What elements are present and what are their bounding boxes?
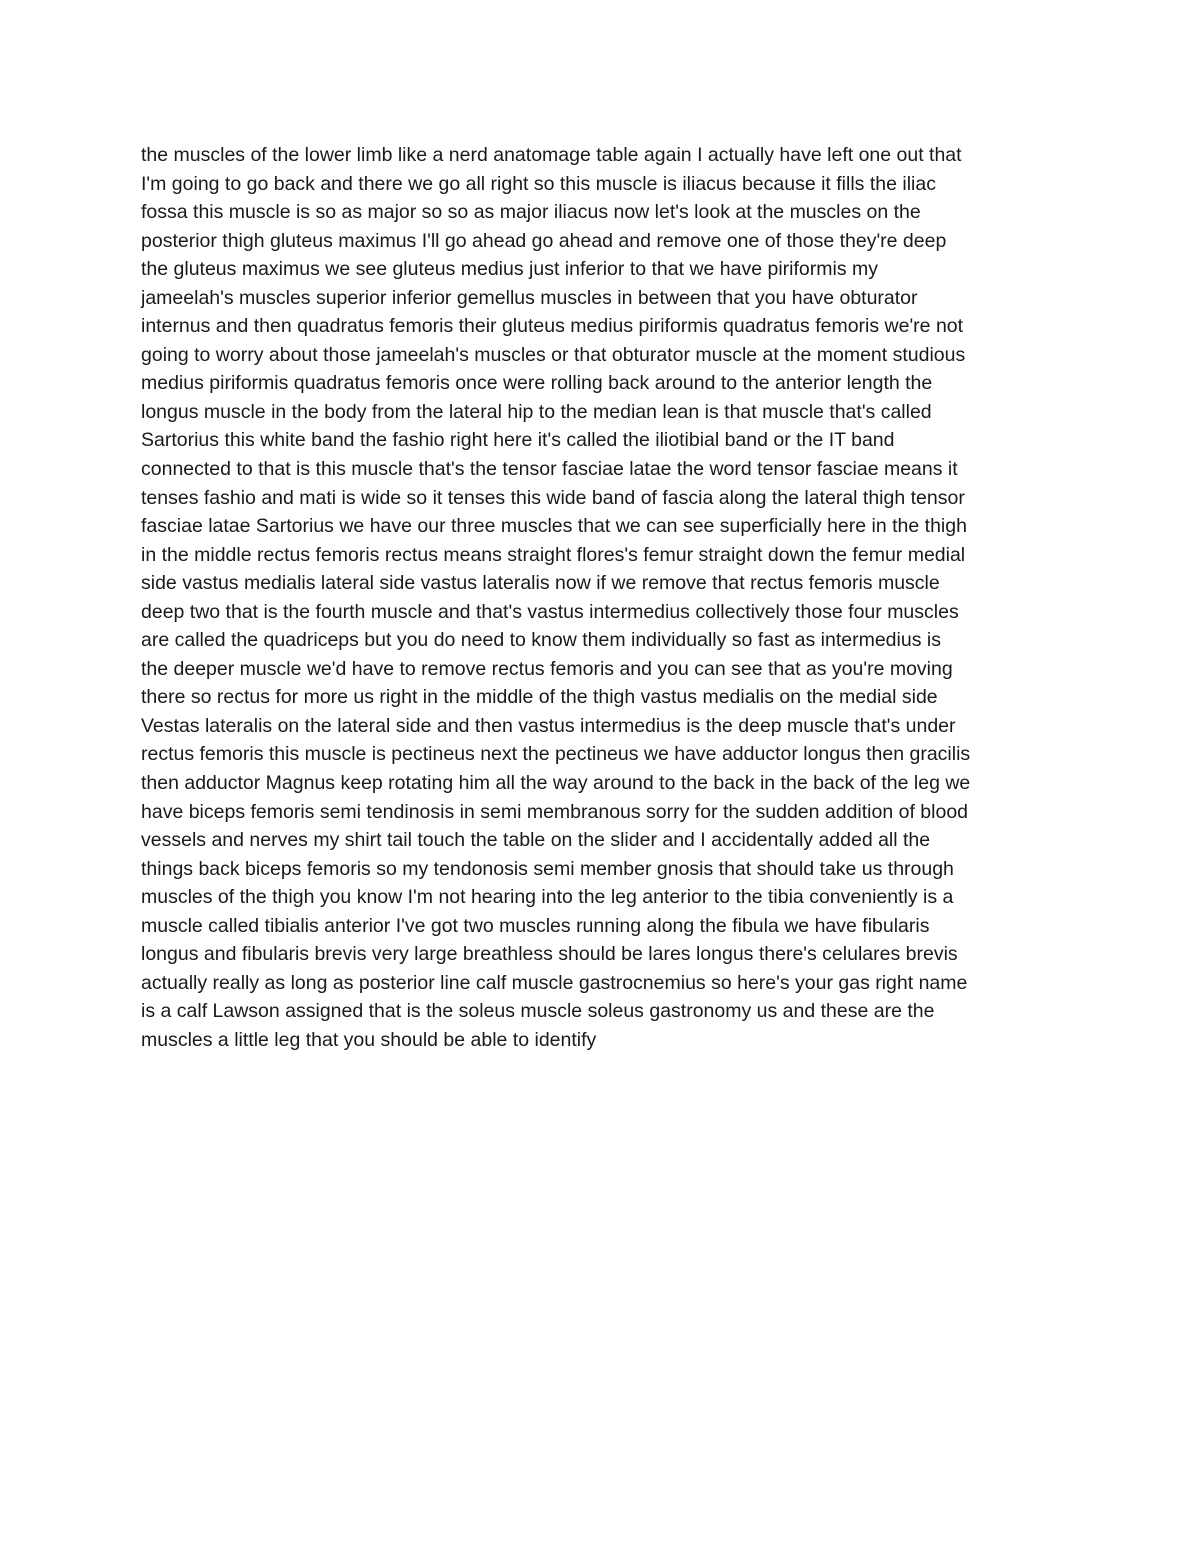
- text-line: longus muscle in the body from the lateral hip to the median lean is that muscle that's called: [141, 400, 932, 423]
- text-line: in the middle rectus femoris rectus means straight flores's femur straight down the femur medial: [141, 543, 966, 566]
- text-line: tenses fashio and mati is wide so it tenses this wide band of fascia along the lateral thigh tensor: [141, 486, 965, 509]
- text-line: deep two that is the fourth muscle and that's vastus intermedius collectively those four muscles: [141, 600, 959, 623]
- text-line: jameelah's muscles superior inferior gemellus muscles in between that you have obturator: [141, 286, 918, 309]
- text-line: is a calf Lawson assigned that is the soleus muscle soleus gastronomy us and these are the: [141, 1000, 935, 1023]
- text-line: posterior thigh gluteus maximus I'll go ahead go ahead and remove one of those they're deep: [141, 229, 947, 252]
- transcript-paragraph: [141, 141, 1071, 1055]
- text-line: rectus femoris this muscle is pectineus next the pectineus we have adductor longus then gracilis: [141, 743, 971, 766]
- text-line: fossa this muscle is so as major so so as major iliacus now let's look at the muscles on the: [141, 201, 921, 224]
- text-line: side vastus medialis lateral side vastus lateralis now if we remove that rectus femoris muscle: [141, 572, 940, 595]
- text-line: muscle called tibialis anterior I've got two muscles running along the fibula we have fibularis: [141, 914, 930, 937]
- text-line: the muscles of the lower limb like a nerd anatomage table again I actually have left one out that: [141, 144, 962, 166]
- text-line: Sartorius this white band the fashio right here it's called the iliotibial band or the IT band: [141, 429, 895, 452]
- text-line: medius piriformis quadratus femoris once were rolling back around to the anterior length the: [141, 372, 933, 395]
- text-line: actually really as long as posterior line calf muscle gastrocnemius so here's your gas right name: [141, 971, 968, 994]
- text-line: Vestas lateralis on the lateral side and then vastus intermedius is the deep muscle that's under: [141, 714, 956, 737]
- text-line: muscles a little leg that you should be able to identify: [141, 1028, 597, 1051]
- text-line: I'm going to go back and there we go all right so this muscle is iliacus because it fills the iliac: [141, 172, 936, 195]
- text-line: the deeper muscle we'd have to remove rectus femoris and you can see that as you're moving: [141, 657, 953, 680]
- text-line: going to worry about those jameelah's muscles or that obturator muscle at the moment studious: [141, 343, 966, 366]
- text-line: internus and then quadratus femoris their gluteus medius piriformis quadratus femoris we're not: [141, 315, 964, 338]
- text-line: are called the quadriceps but you do need to know them individually so fast as intermedius is: [141, 629, 941, 652]
- text-line: there so rectus for more us right in the middle of the thigh vastus medialis on the medial side: [141, 686, 938, 709]
- text-line: the gluteus maximus we see gluteus medius just inferior to that we have piriformis my: [141, 258, 878, 281]
- text-line: vessels and nerves my shirt tail touch the table on the slider and I accidentally added all the: [141, 829, 931, 852]
- text-line: connected to that is this muscle that's the tensor fasciae latae the word tensor fasciae means it: [141, 458, 958, 481]
- text-line: have biceps femoris semi tendinosis in semi membranous sorry for the sudden addition of blood: [141, 800, 969, 823]
- text-line: fasciae latae Sartorius we have our three muscles that we can see superficially here in the thigh: [141, 515, 967, 538]
- text-line: longus and fibularis brevis very large breathless should be lares longus there's celulares brevis: [141, 943, 958, 966]
- text-line: things back biceps femoris so my tendonosis semi member gnosis that should take us through: [141, 857, 954, 880]
- text-line: then adductor Magnus keep rotating him all the way around to the back in the back of the leg we: [141, 772, 971, 795]
- text-line: muscles of the thigh you know I'm not hearing into the leg anterior to the tibia conveniently is a: [141, 886, 954, 909]
